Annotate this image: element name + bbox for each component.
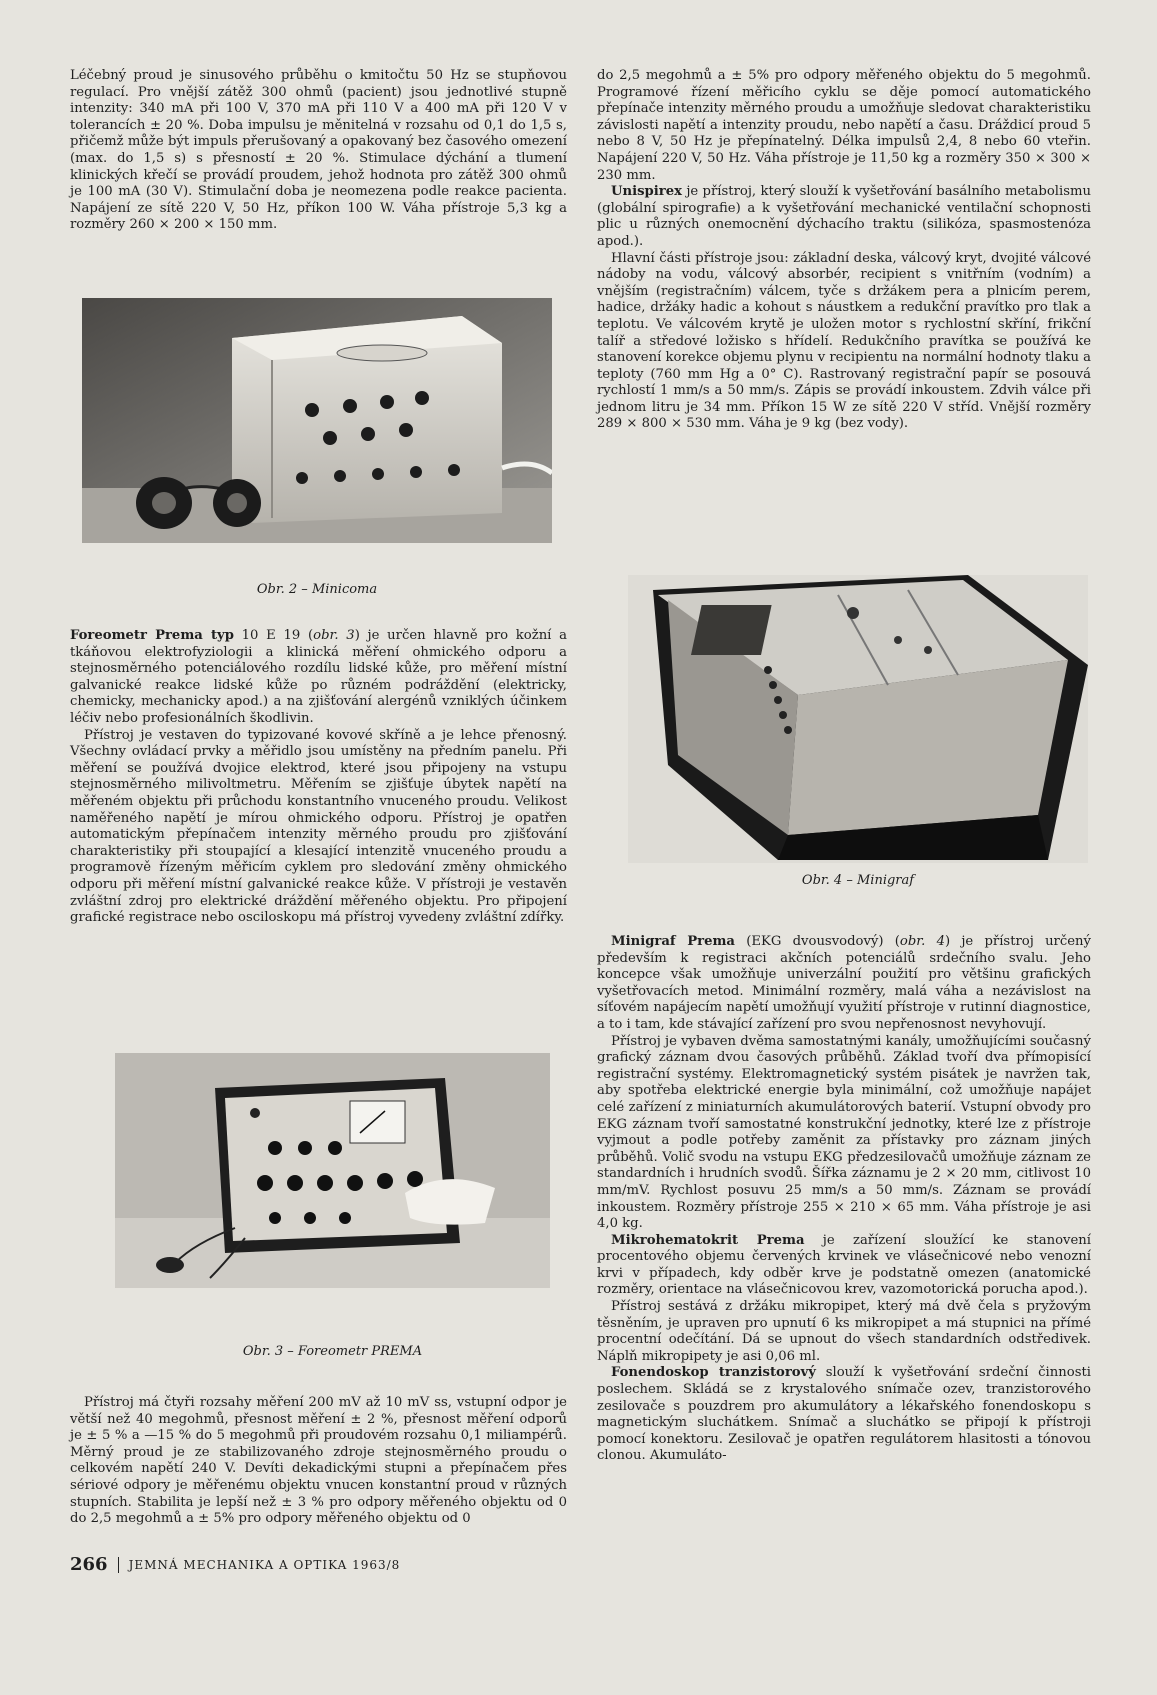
term-unispirex: Unispirex	[611, 184, 682, 200]
paragraph: Léčebný proud je sinusového průběhu o kmitočtu 50 Hz se stupňovou regulací. Pro vnější zátěž 300 ohmů (pacient) jsou jednotlivé stupně intenzity: 340 mA při 100 V, 370 mA při 110 V a 400 mA při 120 V v tolerancích ± 20 %. Doba impulsu je měnitelná v rozsahu od 0,1 do 1,5 s, přičemž může být impuls přerušovaný a opakovaný bez časového omezení (max. do 1,5 s) s přesností ± 20 %. Stimulace dýchání a tlumení klinických křečí se provádí proudem, jehož hodnota pro zátěž 300 ohmů je 100 mA (30 V). Stimulační doba je neomezena podle reakce pacienta. Napájení ze sítě 220 V, 50 Hz, příkon 100 W. Váha přístroje 5,3 kg a rozměry 260 × 200 × 150 mm.	[70, 68, 567, 233]
text-column-left-middle	[70, 628, 567, 927]
text-column-left-bottom	[70, 1395, 567, 1528]
text-type: 10 E 19 (	[233, 628, 314, 643]
text-column-right-bottom	[597, 934, 1091, 1465]
page-footer	[70, 1554, 400, 1575]
paragraph: Hlavní části přístroje jsou: základní deska, válcový kryt, dvojité válcové nádoby na vodu, válcový absorbér, recipient s vnitřním (vodním) a vnějším (registračním) válcem, tyče s držákem pera a plnicím perem, hadice, držáky hadic a kohout s náustkem a redukční pravítko pro tlak a teplotu. Ve válcovém krytě je uložen motor s rychlostní skříní, frikční talíř a středové ložisko s hřídelí. Redukčního pravítka se používá ke stanovení korekce objemu plynu v recipientu na normální hodnoty tlaku a teploty (760 mm Hg a 0° C). Rastrovaný registrační papír se posouvá rychlostí 1 mm/s a 50 mm/s. Zápis se provádí inkoustem. Zdvih válce při jednom litru je 34 mm. Příkon 15 W ze sítě 220 V stříd. Vnější rozměry 289 × 800 × 530 mm. Váha je 9 kg (bez vody).	[597, 250, 1091, 432]
caption-fig4: Obr. 4 – Minigraf	[801, 873, 915, 888]
paragraph-text: je přístroj, který slouží k vyšetřování basálního metabolismu (globální spirografie) a k vyšetřování mechanické ventilační schopnosti plic u různých onemocnění dýchacího traktu (silikóza, spasmostenóza apod.).	[597, 184, 1091, 249]
photo-foreometr	[115, 1053, 550, 1288]
paragraph-mikrohematokrit	[597, 1233, 1091, 1299]
paragraph-fonendoskop	[597, 1365, 1091, 1465]
paragraph: Přístroj je vestaven do typizované kovové skříně a je lehce přenosný. Všechny ovládací prvky a měřidlo jsou umístěny na předním panelu. Při měření se používá dvojice elektrod, které jsou připojeny na vstupu stejnosměrného milivoltmetru. Měřením se zjišťuje úbytek napětí na měřeném objektu při průchodu konstantního vnuceného proudu. Velikost naměřeného napětí je mírou ohmického odporu. Přístroj je opatřen automatickým přepínačem intenzity měrného proudu pro zjišťování charakteristiky při stoupající a klesající intenzitě vnuceného proudu a programově řízeným měřicím cyklem pro sledování změny ohmického odporu při měření místní galvanické reakce kůže. V přístroji je vestavěn zvláštní zdroj pro elektrické dráždění měřeného objektu. Pro připojení grafické registrace nebo osciloskopu má přístroj vyvedeny zvláštní zdířky.	[70, 727, 567, 926]
text-subtitle: (EKG dvousvodový) (	[734, 934, 900, 949]
paragraph: Přístroj je vybaven dvěma samostatnými kanály, umožňujícími současný grafický záznam dvou časových průběhů. Základ tvoří dva přímopisící registrační systémy. Elektromagnetický systém pisátek je navržen tak, aby spotřeba elektrické energie byla minimální, což umožňuje napájet celé zařízení z miniaturních akumulátorových baterií. Vstupní obvody pro EKG záznam tvoří samostatné konstrukční jednotky, které lze z přístroje vyjmout a podle potřeby zaměnit za přístavky pro záznam jiných průběhů. Volič svodu na vstupu EKG předzesilovačů umožňuje záznam ze standardních i hrudních svodů. Šířka záznamu je 2 × 20 mm, citlivost 10 mm/mV. Rychlost posuvu 25 mm/s a 50 mm/s. Záznam se provádí inkoustem. Rozměry přístroje 255 × 210 × 65 mm. Váha přístroje je asi 4,0 kg.	[597, 1033, 1091, 1232]
paragraph-foreometr	[70, 628, 567, 728]
caption-fig3: Obr. 3 – Foreometr PREMA	[242, 1344, 423, 1359]
text-column-right-top	[597, 68, 1091, 433]
figure-ref: obr. 4	[899, 934, 945, 949]
text-column-left-top	[70, 68, 567, 234]
paragraph-unispirex	[597, 184, 1091, 250]
minicoma-device-illustration	[82, 298, 552, 543]
term-fonendoskop: Fonendoskop tranzistorový	[611, 1365, 816, 1381]
photo-minigraf	[628, 575, 1088, 863]
paragraph-minigraf	[597, 934, 1091, 1034]
term-mikrohematokrit: Mikrohematokrit Prema	[611, 1232, 805, 1248]
foreometr-device-illustration	[115, 1053, 550, 1288]
figure-ref: obr. 3	[313, 628, 355, 643]
caption-fig2: Obr. 2 – Minicoma	[256, 582, 378, 597]
minigraf-device-illustration	[628, 575, 1088, 863]
paragraph-text: je zařízení sloužící ke stanovení procentového objemu červených krvinek ve vlásečnicové nebo venozní krvi v případech, kdy odběr krve je podstatně omezen (anatomické rozměry, orientace na vlásečnicovou krev, vazomotorická porucha apod.).	[597, 1232, 1091, 1298]
paragraph: Přístroj má čtyři rozsahy měření 200 mV až 10 mV ss, vstupní odpor je větší než 40 megohmů, přesnost měření ± 2 %, přesnost měření odporů je ± 5 % a —15 % do 5 megohmů při proudovém rozsahu 0,1 miliampérů. Měrný proud je ze stabilizovaného zdroje stejnosměrného proudu o celkovém napětí 240 V. Devíti dekadickými stupni a přepínačem přes sériové odpory je měřenému objektu vnucen konstantní proud v různých stupních. Stabilita je lepší než ± 3 % pro odpory měřeného objektu od 0 do 2,5 megohmů a ± 5% pro odpory měřeného objektu od 0	[70, 1395, 567, 1527]
paragraph-text: ) je určen hlavně pro kožní a tkáňovou elektrofyziologii a klinická měření ohmického odporu a stejnosměrného potenciálového rozdílu lidské kůže, pro měření místní galvanické reakce lidské kůže po různém podráždění (elektricky, chemicky, mechanicky apod.) a na zjišťování alergénů vzniklých účinkem léčiv nebo profesionálních škodlivin.	[70, 628, 567, 726]
paragraph: do 2,5 megohmů a ± 5% pro odpory měřeného objektu do 5 megohmů. Programové řízení měřicího cyklu se děje pomocí automatického přepínače intenzity měrného proudu a umožňuje sledovat charakteristiku závislosti napětí a intenzity proudu, nebo napětí a času. Dráždicí proud 5 nebo 8 V, 50 Hz je přepínatelný. Délka impulsů 2,4, 8 nebo 60 vteřin. Napájení 220 V, 50 Hz. Váha přístroje je 11,50 kg a rozměry 350 × 300 × 230 mm.	[597, 68, 1091, 183]
term-minigraf: Minigraf Prema	[611, 934, 735, 949]
page-number: 266	[70, 1554, 108, 1575]
paragraph-text: ) je přístroj určený především k registraci akčních potenciálů srdečního svalu. Jeho koncepce však umožňuje univerzální použití pro většinu grafických vyšetřovacích metod. Minimální rozměry, malá váha a nezávislost na síťovém napájecím napětí umožňují využití přístroje v rutinní diagnostice, a to i tam, kde stávající zařízení pro svou nepřenosnost nevyhovují.	[597, 934, 1091, 1032]
footer-divider	[118, 1557, 119, 1573]
term-foreometr: Foreometr Prema typ	[70, 628, 234, 643]
paragraph: Přístroj sestává z držáku mikropipet, který má dvě čela s pryžovým těsněním, je upraven pro upnutí 6 ks mikropipet a má stupnici na přímé procentní odečítání. Dá se upnout do všech standardních odstředivek. Náplň mikropipety je asi 0,06 ml.	[597, 1299, 1091, 1364]
photo-minicoma	[82, 298, 552, 543]
paragraph-text: slouží k vyšetřování srdeční činnosti poslechem. Skládá se z krystalového snímače ozev, tranzistorového zesilovače s pouzdrem pro akumulátory a lékařského fonendoskopu s magnetickým sluchátkem. Snímač a sluchátko se připojí k přístroji pomocí konektoru. Zesilovač je opatřen regulátorem hlasitosti a tónovou clonou. Akumuláto-	[597, 1365, 1091, 1464]
journal-name: JEMNÁ MECHANIKA A OPTIKA 1963/8	[128, 1557, 401, 1572]
